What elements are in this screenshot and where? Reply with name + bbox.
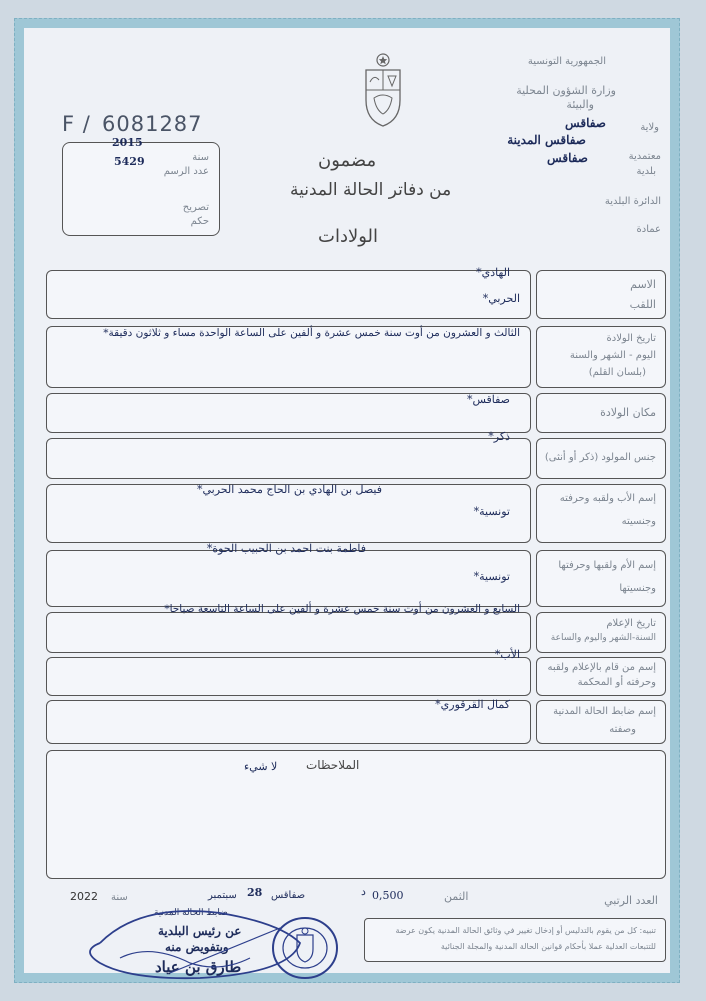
label-declarant-1: إسم من قام بالإعلام ولقبه bbox=[547, 662, 656, 673]
wilaya-label: ولاية bbox=[640, 122, 659, 133]
value-box-birth-place bbox=[46, 393, 531, 433]
daira-label: الدائرة البلدية bbox=[604, 196, 661, 207]
label-declaration-date-1: تاريخ الإعلام bbox=[606, 618, 656, 629]
label-officer-1: إسم ضابط الحالة المدنية bbox=[553, 706, 656, 717]
warning-line-2: للتتبعات العدلية عملا بأحكام قوانين الحالة المدنية والمجلة الجنائية bbox=[440, 942, 656, 951]
value-mother-nationality: تونسية* bbox=[473, 570, 510, 583]
value-birth-place: صفاقس* bbox=[466, 393, 510, 406]
ref-record-value: 5429 bbox=[114, 155, 145, 168]
label-birth-date-3: (بلسان القلم) bbox=[588, 367, 646, 378]
value-box-sex bbox=[46, 438, 531, 479]
value-last-name: الحربي* bbox=[482, 292, 520, 305]
warning-box bbox=[364, 918, 666, 962]
label-name-1: الاسم bbox=[630, 278, 656, 291]
issue-day: 28 bbox=[247, 886, 263, 899]
label-father-2: وجنسيته bbox=[621, 516, 656, 527]
motamadia-label: معتمدية bbox=[628, 151, 661, 162]
ministry-label-2: والبيئة bbox=[566, 98, 594, 111]
label-father-1: إسم الأب ولقبه وحرفته bbox=[559, 493, 656, 504]
label-birth-date-1: تاريخ الولادة bbox=[606, 333, 656, 344]
price-unit: د bbox=[361, 885, 366, 898]
ministry-label-1: وزارة الشؤون المحلية bbox=[516, 84, 616, 97]
remarks-label: الملاحظات bbox=[306, 758, 360, 772]
serial-prefix: F / bbox=[62, 112, 91, 136]
issue-month: سبتمبر bbox=[208, 890, 237, 901]
value-first-name: الهادي* bbox=[476, 266, 510, 279]
issue-year-label: سنة bbox=[111, 892, 128, 903]
value-declaration-date: السابع و العشرون من أوت سنة خمس عشرة و ألفين على الساعة التاسعة صباحا* bbox=[164, 603, 520, 615]
doc-title-1: مضمون bbox=[318, 150, 377, 171]
motamadia-value: صفاقس المدينة bbox=[507, 133, 586, 147]
signer-title: ضابط الحالة المدنية bbox=[154, 908, 228, 918]
label-mother-2: وجنسيتها bbox=[619, 583, 656, 594]
issue-place: صفاقس bbox=[271, 890, 306, 901]
issue-year: 2022 bbox=[70, 890, 98, 903]
signature-scribble-icon bbox=[70, 888, 320, 988]
label-birth-date-2: اليوم - الشهر والسنة bbox=[569, 350, 656, 361]
serial-number: 6081287 bbox=[102, 112, 203, 136]
value-officer: كمال القرقوري* bbox=[435, 698, 510, 711]
label-officer-2: وصفته bbox=[609, 724, 636, 735]
value-box-name bbox=[46, 270, 531, 319]
value-sex: ذكر* bbox=[488, 430, 510, 443]
baladia-label: بلدية bbox=[636, 166, 656, 177]
value-father-nationality: تونسية* bbox=[473, 505, 510, 518]
value-birth-date: الثالث و العشرون من أوت سنة خمس عشرة و ألفين على الساعة الواحدة مساء و ثلاثون دقيقة* bbox=[103, 327, 520, 339]
label-mother-1: إسم الأم ولقبها وحرفتها bbox=[558, 560, 656, 571]
ref-record-label: عدد الرسم bbox=[163, 166, 209, 177]
signer-line-2: عن رئيس البلدية bbox=[158, 924, 242, 938]
baladia-value: صفاقس bbox=[547, 151, 588, 165]
warning-line-1: تنبيه: كل من يقوم بالتدليس أو إدخال تغيير في وثائق الحالة المدنية يكون عرضة bbox=[395, 926, 656, 935]
value-father: فيصل بن الهادي بن الحاج محمد الحربي* bbox=[196, 483, 382, 496]
tunisia-emblem-icon bbox=[360, 52, 406, 128]
value-box-declarant bbox=[46, 657, 531, 696]
label-declarant-2: وحرفته أو المحكمة bbox=[577, 677, 656, 688]
ref-judgment-label: حكم bbox=[190, 216, 209, 227]
price-label: الثمن bbox=[444, 890, 469, 903]
signer-line-3: وبتفويض منه bbox=[165, 940, 229, 954]
ref-declaration-label: تصريح bbox=[182, 202, 209, 213]
section-title: الولادات bbox=[318, 226, 379, 247]
wilaya-value: صفاقس bbox=[565, 116, 606, 130]
value-box-mother bbox=[46, 550, 531, 607]
value-box-declaration-date bbox=[46, 612, 531, 653]
label-sex: جنس المولود (ذكر أو أنثى) bbox=[544, 452, 656, 463]
label-birth-place: مكان الولادة bbox=[600, 406, 656, 419]
ref-year-value: 2015 bbox=[112, 136, 143, 149]
value-mother: فاطمة بنت احمد بن الحبيب الحوة* bbox=[206, 542, 366, 555]
label-box-mother bbox=[536, 550, 666, 607]
label-name-2: اللقب bbox=[629, 298, 656, 311]
ref-year-label: سنة bbox=[192, 152, 209, 163]
republic-label: الجمهورية التونسية bbox=[527, 56, 606, 67]
signer-name: طارق بن عياد bbox=[155, 958, 242, 976]
label-declaration-date-2: السنة-الشهر واليوم والساعة bbox=[550, 633, 656, 643]
serial-order-label: العدد الرتبي bbox=[604, 894, 658, 907]
price-value: 0,500 bbox=[372, 889, 404, 902]
doc-title-2: من دفاتر الحالة المدنية bbox=[290, 180, 452, 200]
imada-label: عمادة bbox=[636, 224, 661, 235]
remarks-value: لا شيء bbox=[244, 760, 278, 773]
value-declarant: الأب* bbox=[494, 648, 520, 661]
